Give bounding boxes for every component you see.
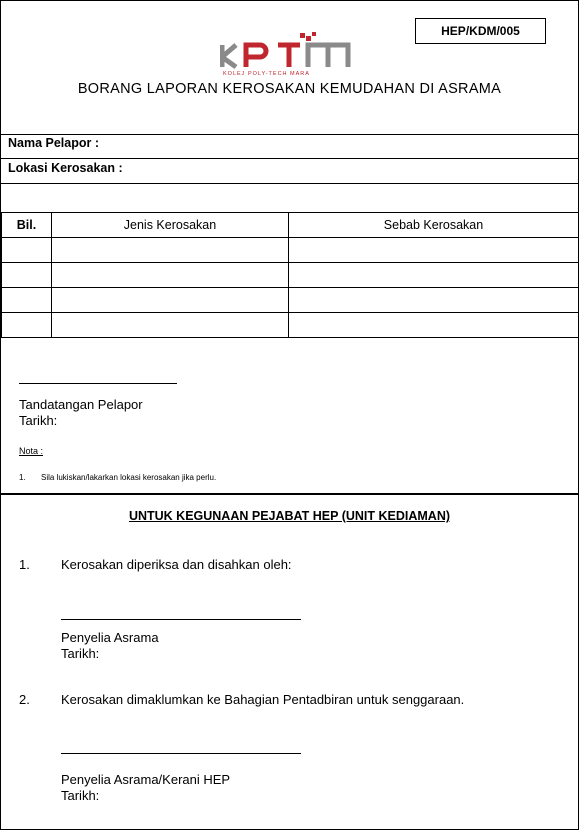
cell-sebab[interactable] <box>289 263 579 288</box>
reporter-name-label: Nama Pelapor : <box>8 136 100 150</box>
cell-jenis[interactable] <box>52 263 289 288</box>
reporter-signature-label: Tandatangan Pelapor <box>19 397 143 412</box>
section-divider <box>1 493 578 495</box>
logo-subtext: KOLEJ POLY-TECH MARA <box>223 71 310 77</box>
office-item-2-signer: Penyelia Asrama/Kerani HEP <box>61 772 231 787</box>
reporter-date-label: Tarikh: <box>19 413 58 428</box>
divider <box>1 183 578 184</box>
form-code-box: HEP/KDM/005 <box>415 18 546 44</box>
table-row <box>2 313 579 338</box>
reporter-signature-line <box>19 383 177 384</box>
table-row <box>2 288 579 313</box>
cell-jenis[interactable] <box>52 288 289 313</box>
header-bil: Bil. <box>2 213 52 238</box>
office-section-title: UNTUK KEGUNAAN PEJABAT HEP (UNIT KEDIAMAN) <box>128 509 451 523</box>
divider <box>1 158 578 159</box>
cell-jenis[interactable] <box>52 238 289 263</box>
office-item-1-signer: Penyelia Asrama <box>61 630 159 645</box>
cell-bil[interactable] <box>2 263 52 288</box>
office-item-1-text: Kerosakan diperiksa dan disahkan oleh: <box>61 557 292 572</box>
clerk-signature-line <box>61 753 301 754</box>
kptm-logo <box>220 31 360 77</box>
cell-bil[interactable] <box>2 288 52 313</box>
cell-bil[interactable] <box>2 238 52 263</box>
notes-heading: Nota : <box>19 446 44 456</box>
divider <box>1 134 578 135</box>
cell-sebab[interactable] <box>289 313 579 338</box>
damage-table <box>1 212 579 338</box>
office-item-1-number: 1. <box>19 557 30 572</box>
cell-sebab[interactable] <box>289 288 579 313</box>
table-header-row <box>2 213 579 238</box>
cell-jenis[interactable] <box>52 313 289 338</box>
note-number: 1. <box>19 473 26 482</box>
cell-bil[interactable] <box>2 313 52 338</box>
office-item-2-text: Kerosakan dimaklumkan ke Bahagian Pentadbiran untuk senggaraan. <box>61 692 465 707</box>
office-item-2-number: 2. <box>19 692 30 707</box>
header-jenis-kerosakan: Jenis Kerosakan <box>52 213 289 238</box>
cell-sebab[interactable] <box>289 238 579 263</box>
note-text: Sila lukiskan/lakarkan lokasi kerosakan jika perlu. <box>41 473 217 482</box>
table-row <box>2 263 579 288</box>
office-item-2-date-label: Tarikh: <box>61 788 100 803</box>
header-sebab-kerosakan: Sebab Kerosakan <box>289 213 579 238</box>
supervisor-signature-line <box>61 619 301 620</box>
office-item-1-date-label: Tarikh: <box>61 646 100 661</box>
damage-location-label: Lokasi Kerosakan : <box>8 161 123 175</box>
table-row <box>2 238 579 263</box>
form-title: BORANG LAPORAN KEROSAKAN KEMUDAHAN DI ASRAMA <box>77 81 502 97</box>
